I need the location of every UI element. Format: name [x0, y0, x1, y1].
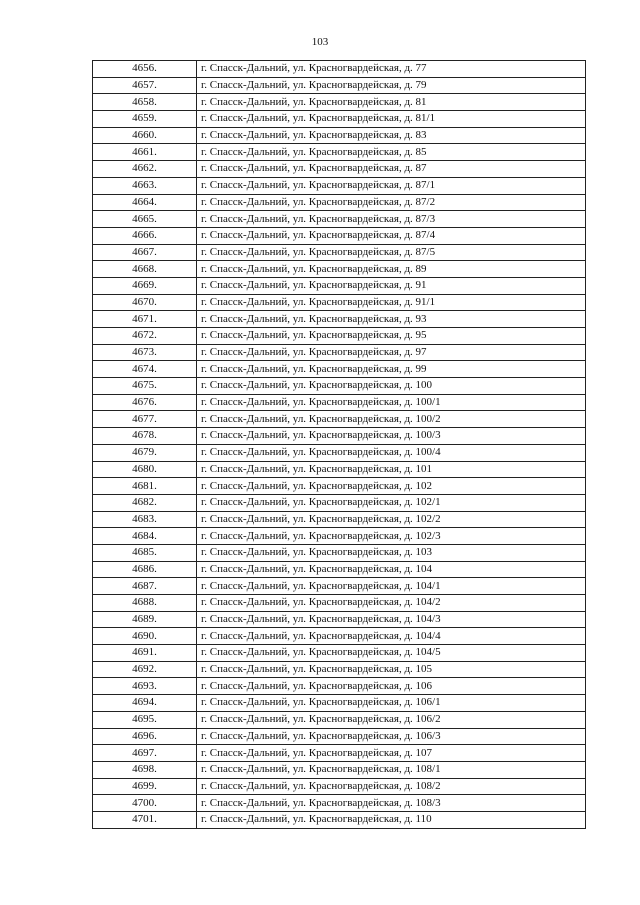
table-row: [93, 778, 586, 795]
table-row: [93, 378, 586, 395]
address-cell: г. Спасск-Дальний, ул. Красногвардейская, д. 100: [197, 378, 586, 395]
address-cell: г. Спасск-Дальний, ул. Красногвардейская, д. 100/4: [197, 444, 586, 461]
table-row: [93, 127, 586, 144]
table-row: [93, 611, 586, 628]
address-cell: г. Спасск-Дальний, ул. Красногвардейская, д. 87/5: [197, 244, 586, 261]
table-row: [93, 244, 586, 261]
page-number: 103: [311, 36, 329, 48]
row-number: 4673.: [93, 344, 197, 361]
row-number: 4657.: [93, 77, 197, 94]
address-cell: г. Спасск-Дальний, ул. Красногвардейская, д. 87/4: [197, 227, 586, 244]
row-number: 4685.: [93, 544, 197, 561]
row-number: 4695.: [93, 711, 197, 728]
address-cell: г. Спасск-Дальний, ул. Красногвардейская, д. 104/4: [197, 628, 586, 645]
address-table-body: [93, 61, 586, 829]
row-number: 4682.: [93, 494, 197, 511]
address-cell: г. Спасск-Дальний, ул. Красногвардейская, д. 81: [197, 94, 586, 111]
table-row: [93, 795, 586, 812]
address-cell: г. Спасск-Дальний, ул. Красногвардейская, д. 102/2: [197, 511, 586, 528]
table-row: [93, 745, 586, 762]
row-number: 4694.: [93, 695, 197, 712]
table-row: [93, 544, 586, 561]
row-number: 4689.: [93, 611, 197, 628]
address-cell: г. Спасск-Дальний, ул. Красногвардейская, д. 107: [197, 745, 586, 762]
table-row: [93, 678, 586, 695]
address-cell: г. Спасск-Дальний, ул. Красногвардейская, д. 100/1: [197, 394, 586, 411]
row-number: 4675.: [93, 378, 197, 395]
table-row: [93, 311, 586, 328]
table-row: [93, 428, 586, 445]
table-row: [93, 761, 586, 778]
table-row: [93, 578, 586, 595]
row-number: 4659.: [93, 111, 197, 128]
address-cell: г. Спасск-Дальний, ул. Красногвардейская, д. 106/2: [197, 711, 586, 728]
table-row: [93, 711, 586, 728]
row-number: 4664.: [93, 194, 197, 211]
address-cell: г. Спасск-Дальний, ул. Красногвардейская, д. 85: [197, 144, 586, 161]
row-number: 4666.: [93, 227, 197, 244]
row-number: 4671.: [93, 311, 197, 328]
row-number: 4701.: [93, 811, 197, 828]
address-cell: г. Спасск-Дальний, ул. Красногвардейская, д. 108/1: [197, 761, 586, 778]
address-cell: г. Спасск-Дальний, ул. Красногвардейская, д. 97: [197, 344, 586, 361]
address-cell: г. Спасск-Дальний, ул. Красногвардейская, д. 87/3: [197, 211, 586, 228]
row-number: 4686.: [93, 561, 197, 578]
table-row: [93, 411, 586, 428]
address-cell: г. Спасск-Дальний, ул. Красногвардейская, д. 104/2: [197, 595, 586, 612]
table-row: [93, 561, 586, 578]
table-row: [93, 227, 586, 244]
address-cell: г. Спасск-Дальний, ул. Красногвардейская, д. 104: [197, 561, 586, 578]
row-number: 4670.: [93, 294, 197, 311]
address-cell: г. Спасск-Дальний, ул. Красногвардейская, д. 106/3: [197, 728, 586, 745]
row-number: 4680.: [93, 461, 197, 478]
address-cell: г. Спасск-Дальний, ул. Красногвардейская, д. 102/3: [197, 528, 586, 545]
row-number: 4674.: [93, 361, 197, 378]
row-number: 4699.: [93, 778, 197, 795]
row-number: 4687.: [93, 578, 197, 595]
row-number: 4679.: [93, 444, 197, 461]
table-row: [93, 728, 586, 745]
address-cell: г. Спасск-Дальний, ул. Красногвардейская, д. 81/1: [197, 111, 586, 128]
table-row: [93, 328, 586, 345]
row-number: 4696.: [93, 728, 197, 745]
address-cell: г. Спасск-Дальний, ул. Красногвардейская, д. 103: [197, 544, 586, 561]
table-row: [93, 144, 586, 161]
row-number: 4677.: [93, 411, 197, 428]
row-number: 4700.: [93, 795, 197, 812]
table-row: [93, 461, 586, 478]
table-row: [93, 94, 586, 111]
table-row: [93, 61, 586, 78]
table-row: [93, 628, 586, 645]
address-cell: г. Спасск-Дальний, ул. Красногвардейская, д. 105: [197, 661, 586, 678]
row-number: 4660.: [93, 127, 197, 144]
address-cell: г. Спасск-Дальний, ул. Красногвардейская, д. 87/2: [197, 194, 586, 211]
table-row: [93, 161, 586, 178]
table-row: [93, 194, 586, 211]
row-number: 4662.: [93, 161, 197, 178]
row-number: 4667.: [93, 244, 197, 261]
table-row: [93, 111, 586, 128]
table-row: [93, 528, 586, 545]
address-cell: г. Спасск-Дальний, ул. Красногвардейская, д. 108/2: [197, 778, 586, 795]
row-number: 4691.: [93, 645, 197, 662]
table-row: [93, 595, 586, 612]
row-number: 4668.: [93, 261, 197, 278]
address-cell: г. Спасск-Дальний, ул. Красногвардейская, д. 83: [197, 127, 586, 144]
table-row: [93, 811, 586, 828]
address-cell: г. Спасск-Дальний, ул. Красногвардейская, д. 104/3: [197, 611, 586, 628]
table-row: [93, 294, 586, 311]
table-row: [93, 645, 586, 662]
row-number: 4692.: [93, 661, 197, 678]
row-number: 4678.: [93, 428, 197, 445]
address-cell: г. Спасск-Дальний, ул. Красногвардейская, д. 108/3: [197, 795, 586, 812]
table-row: [93, 444, 586, 461]
address-table: [92, 60, 586, 829]
address-cell: г. Спасск-Дальний, ул. Красногвардейская, д. 79: [197, 77, 586, 94]
row-number: 4676.: [93, 394, 197, 411]
address-cell: г. Спасск-Дальний, ул. Красногвардейская, д. 104/5: [197, 645, 586, 662]
address-cell: г. Спасск-Дальний, ул. Красногвардейская, д. 87: [197, 161, 586, 178]
address-cell: г. Спасск-Дальний, ул. Красногвардейская, д. 93: [197, 311, 586, 328]
address-cell: г. Спасск-Дальний, ул. Красногвардейская, д. 87/1: [197, 177, 586, 194]
table-row: [93, 177, 586, 194]
table-row: [93, 344, 586, 361]
table-row: [93, 661, 586, 678]
row-number: 4693.: [93, 678, 197, 695]
table-row: [93, 511, 586, 528]
address-cell: г. Спасск-Дальний, ул. Красногвардейская, д. 99: [197, 361, 586, 378]
row-number: 4663.: [93, 177, 197, 194]
table-row: [93, 261, 586, 278]
row-number: 4681.: [93, 478, 197, 495]
address-cell: г. Спасск-Дальний, ул. Красногвардейская, д. 102: [197, 478, 586, 495]
row-number: 4672.: [93, 328, 197, 345]
address-cell: г. Спасск-Дальний, ул. Красногвардейская, д. 95: [197, 328, 586, 345]
row-number: 4656.: [93, 61, 197, 78]
address-cell: г. Спасск-Дальний, ул. Красногвардейская, д. 89: [197, 261, 586, 278]
address-cell: г. Спасск-Дальний, ул. Красногвардейская, д. 106/1: [197, 695, 586, 712]
table-row: [93, 478, 586, 495]
address-cell: г. Спасск-Дальний, ул. Красногвардейская, д. 110: [197, 811, 586, 828]
row-number: 4669.: [93, 277, 197, 294]
row-number: 4684.: [93, 528, 197, 545]
row-number: 4683.: [93, 511, 197, 528]
table-row: [93, 394, 586, 411]
row-number: 4698.: [93, 761, 197, 778]
address-cell: г. Спасск-Дальний, ул. Красногвардейская, д. 106: [197, 678, 586, 695]
table-row: [93, 695, 586, 712]
address-cell: г. Спасск-Дальний, ул. Красногвардейская, д. 101: [197, 461, 586, 478]
table-row: [93, 211, 586, 228]
row-number: 4658.: [93, 94, 197, 111]
address-cell: г. Спасск-Дальний, ул. Красногвардейская, д. 102/1: [197, 494, 586, 511]
address-cell: г. Спасск-Дальний, ул. Красногвардейская, д. 77: [197, 61, 586, 78]
row-number: 4697.: [93, 745, 197, 762]
address-cell: г. Спасск-Дальний, ул. Красногвардейская, д. 91: [197, 277, 586, 294]
row-number: 4690.: [93, 628, 197, 645]
address-cell: г. Спасск-Дальний, ул. Красногвардейская, д. 91/1: [197, 294, 586, 311]
table-row: [93, 277, 586, 294]
address-cell: г. Спасск-Дальний, ул. Красногвардейская, д. 100/3: [197, 428, 586, 445]
table-row: [93, 77, 586, 94]
row-number: 4661.: [93, 144, 197, 161]
table-row: [93, 361, 586, 378]
address-cell: г. Спасск-Дальний, ул. Красногвардейская, д. 104/1: [197, 578, 586, 595]
address-cell: г. Спасск-Дальний, ул. Красногвардейская, д. 100/2: [197, 411, 586, 428]
row-number: 4688.: [93, 595, 197, 612]
row-number: 4665.: [93, 211, 197, 228]
table-row: [93, 494, 586, 511]
